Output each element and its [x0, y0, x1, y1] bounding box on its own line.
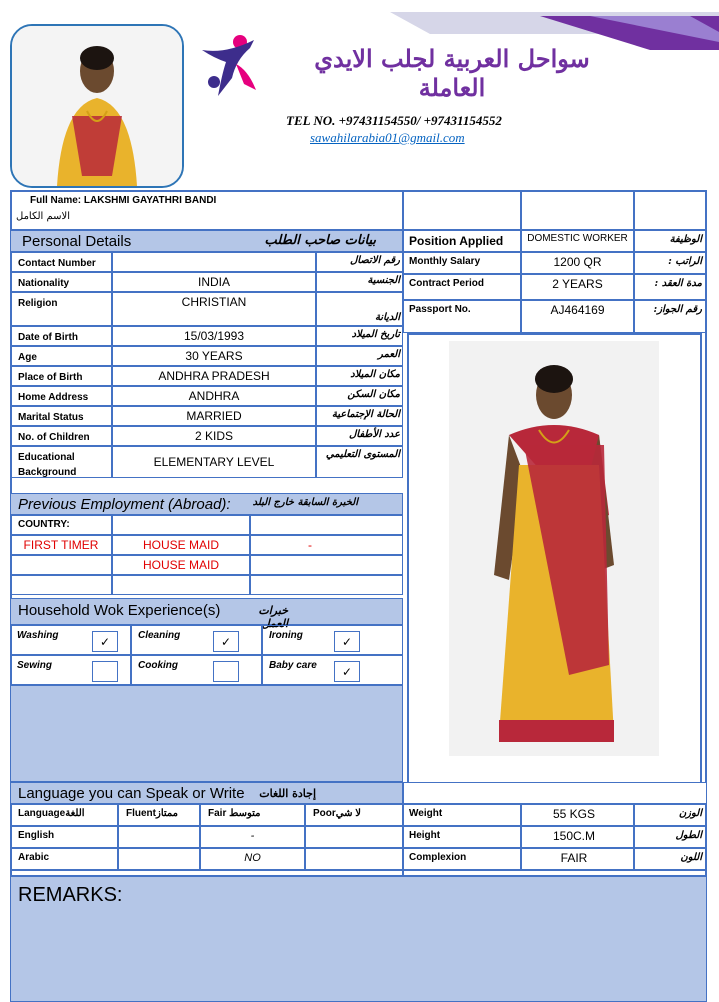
emp-row3-cell-1: [10, 575, 112, 595]
position-label: Monthly Salary: [409, 256, 481, 267]
remarks-title: REMARKS:: [18, 884, 123, 906]
personal-label: Home Address: [18, 392, 89, 403]
position-value: 1200 QR: [553, 255, 602, 269]
position-label-ar: الوظيفة: [669, 234, 702, 245]
full-body-photo-frame: [407, 333, 702, 784]
personal-label-ar: العمر: [378, 349, 400, 360]
language-fair: -: [250, 830, 255, 842]
physical-value: FAIR: [560, 851, 588, 865]
physical-label: Complexion: [409, 852, 467, 863]
personal-label-ar: مكان السكن: [347, 389, 400, 400]
country-blank-1: [112, 515, 250, 535]
position-label-ar: الراتب :: [668, 256, 702, 267]
personal-label-ar: رقم الاتصال: [350, 255, 400, 266]
skill-checkbox[interactable]: ✓: [334, 661, 360, 682]
skill-checkbox[interactable]: [92, 661, 118, 682]
language-header-label: Poorلا شي: [313, 808, 361, 819]
personal-value: ANDHRA PRADESH: [158, 369, 270, 383]
skill-label: Sewing: [17, 660, 53, 671]
skill-label: Cooking: [138, 660, 178, 671]
country-label: COUNTRY:: [18, 519, 70, 530]
personal-label-ar: الجنسية: [367, 275, 400, 286]
skill-checkbox[interactable]: [213, 661, 239, 682]
country-blank-2: [250, 515, 403, 535]
personal-value: INDIA: [197, 275, 230, 289]
physical-label-ar: الطول: [675, 830, 702, 841]
full-name-label-ar: الاسم الكامل: [16, 211, 71, 222]
personal-value: ANDHRA: [188, 389, 240, 403]
personal-label: Contact Number: [18, 258, 96, 269]
physical-value: 150C.M: [552, 829, 596, 843]
personal-label: Marital Status: [18, 412, 84, 423]
emp-row1-country: FIRST TIMER: [23, 538, 99, 552]
household-title: Household Wok Experience(s): [18, 602, 221, 619]
personal-label: Date of Birth: [18, 332, 78, 343]
emp-row3-cell-3: [250, 575, 403, 595]
emp-row3-cell-2: [112, 575, 250, 595]
full-name-label: Full Name: LAKSHMI GAYATHRI BANDI: [30, 195, 217, 206]
language-fair: NO: [244, 852, 261, 864]
language-side-blank: [403, 782, 707, 804]
personal-label-ar: تاريخ الميلاد: [351, 329, 400, 340]
language-fluent-cell: [118, 826, 200, 848]
personal-label-ar: عدد الأطفال: [349, 429, 400, 440]
language-title-ar: إجادة اللغات: [259, 787, 316, 800]
skill-label: Ironing: [269, 630, 303, 641]
position-label-ar: رقم الجواز:: [653, 304, 702, 315]
physical-label: Height: [409, 830, 441, 841]
personal-value: ELEMENTARY LEVEL: [153, 455, 275, 469]
personal-details-title-ar: بيانات صاحب الطلب: [264, 233, 376, 248]
skill-checkbox[interactable]: ✓: [92, 631, 118, 652]
skill-label: Baby care: [269, 660, 317, 671]
personal-value: 2 KIDS: [194, 429, 233, 443]
personal-label-ar: المستوى التعليمي: [325, 449, 400, 460]
full-name-blank-3: [634, 190, 707, 230]
skill-label: Washing: [17, 630, 59, 641]
language-header-label: Languageاللغة: [18, 808, 85, 819]
physical-label: Weight: [409, 808, 443, 819]
skill-checkbox[interactable]: ✓: [213, 631, 239, 652]
full-body-photo: [409, 335, 700, 782]
personal-label: Age: [18, 352, 37, 363]
portrait-frame: [10, 24, 184, 188]
personal-value: 15/03/1993: [183, 329, 245, 343]
personal-value-cell: [112, 252, 316, 272]
full-name-blank-2: [521, 190, 634, 230]
physical-value: 55 KGS: [552, 807, 596, 821]
language-name: Arabic: [18, 852, 50, 863]
language-header-label: Fair متوسط: [208, 808, 261, 819]
position-label: Passport No.: [409, 304, 471, 315]
personal-label: No. of Children: [18, 432, 90, 443]
personal-value: 30 YEARS: [185, 349, 243, 363]
language-fluent-cell: [118, 848, 200, 870]
household-title-ar: خبرات العمل: [258, 604, 288, 630]
personal-details-title: Personal Details: [22, 233, 132, 250]
position-label: Position Applied: [409, 234, 504, 248]
portrait-photo: [12, 26, 182, 186]
emp-row2-period-cell: [250, 555, 403, 575]
emp-row2-country-cell: [10, 555, 112, 575]
personal-label-ar: الحالة الإجتماعية: [331, 409, 400, 420]
language-name: English: [18, 830, 55, 841]
emp-row1-position: HOUSE MAID: [142, 538, 219, 552]
personal-label: Educational Background: [18, 452, 77, 478]
personal-value: CHRISTIAN: [181, 295, 247, 309]
position-value: 2 YEARS: [552, 277, 603, 291]
position-label: Contract Period: [409, 278, 485, 289]
personal-label: Place of Birth: [18, 372, 83, 383]
employment-title-ar: الخبرة السابقة خارج البلد: [252, 497, 358, 508]
physical-label-ar: اللون: [680, 852, 702, 863]
header-email[interactable]: sawahilarabia01@gmail.com: [310, 130, 465, 145]
emp-row2-position: HOUSE MAID: [142, 558, 219, 572]
language-title: Language you can Speak or Write: [18, 785, 245, 802]
language-poor-cell: [305, 826, 403, 848]
personal-label: Nationality: [18, 278, 70, 289]
skill-checkbox[interactable]: ✓: [334, 631, 360, 652]
personal-label-ar: الديانة: [374, 312, 400, 323]
language-poor-cell: [305, 848, 403, 870]
company-name-arabic: سواحل العربية لجلب الايدي العاملة: [314, 44, 590, 102]
personal-label-ar: مكان الميلاد: [350, 369, 400, 380]
physical-label-ar: الوزن: [678, 808, 702, 819]
position-label-ar: مدة العقد :: [654, 278, 702, 289]
personal-value: MARRIED: [186, 409, 242, 423]
logo-figure-icon: [196, 30, 264, 98]
full-name-blank-1: [403, 190, 521, 230]
header-tel: TEL NO. +97431154550/ +97431154552: [286, 113, 502, 128]
position-value: AJ464169: [550, 303, 605, 317]
position-value: DOMESTIC WORKER: [527, 233, 628, 244]
skill-label: Cleaning: [138, 630, 181, 641]
language-header-label: Fluentممتاز: [126, 808, 179, 819]
company-logo: [196, 30, 264, 98]
emp-row1-period: -: [308, 538, 312, 552]
personal-label: Religion: [18, 298, 58, 309]
household-blank-area: [10, 685, 403, 782]
employment-title: Previous Employment (Abroad):: [18, 496, 231, 513]
